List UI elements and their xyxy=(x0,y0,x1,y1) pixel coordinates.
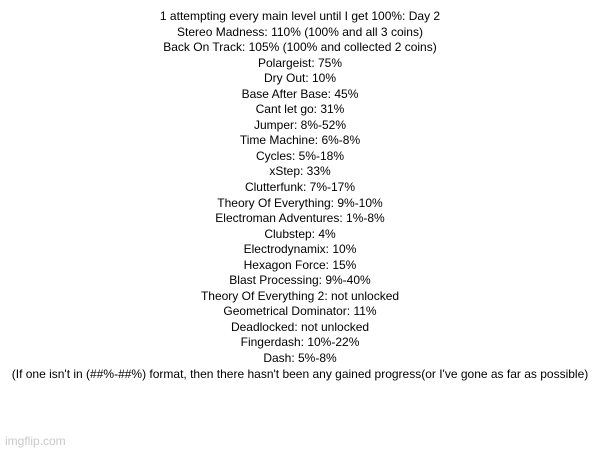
meme-line: xStep: 33% xyxy=(269,164,331,179)
meme-line: Cant let go: 31% xyxy=(255,102,345,117)
meme-line: Clutterfunk: 7%-17% xyxy=(244,180,356,195)
meme-line: Geometrical Dominator: 11% xyxy=(223,304,377,319)
meme-line: Electroman Adventures: 1%-8% xyxy=(215,211,385,226)
meme-line: Dash: 5%-8% xyxy=(263,351,337,366)
meme-line: Hexagon Force: 15% xyxy=(243,257,357,272)
meme-line: Time Machine: 6%-8% xyxy=(239,133,361,148)
meme-line: Back On Track: 105% (100% and collected 2 coins) xyxy=(163,40,437,55)
meme-line: Fingerdash: 10%-22% xyxy=(240,335,360,350)
meme-line: Stereo Madness: 110% (100% and all 3 coins) xyxy=(177,24,423,39)
meme-line-footnote: (If one isn't in (##%-##%) format, then there hasn't been any gained progress(or I've gone as far as possible) xyxy=(11,366,589,381)
meme-text-block xyxy=(0,9,600,382)
meme-line: Jumper: 8%-52% xyxy=(253,117,347,132)
meme-line: Theory Of Everything: 9%-10% xyxy=(217,195,383,210)
meme-line: Theory Of Everything 2: not unlocked xyxy=(200,288,400,303)
meme-line: Cycles: 5%-18% xyxy=(255,148,345,163)
meme-line: Deadlocked: not unlocked xyxy=(230,319,370,334)
meme-line: Blast Processing: 9%-40% xyxy=(229,273,371,288)
meme-line: Polargeist: 75% xyxy=(257,55,343,70)
meme-line: Base After Base: 45% xyxy=(241,86,359,101)
meme-line: Clubstep: 4% xyxy=(264,226,336,241)
imgflip-watermark: imgflip.com xyxy=(5,434,66,448)
meme-line: Electrodynamix: 10% xyxy=(243,242,357,257)
meme-line-title: 1 attempting every main level until I get 100%: Day 2 xyxy=(159,9,441,23)
meme-line: Dry Out: 10% xyxy=(263,71,337,86)
